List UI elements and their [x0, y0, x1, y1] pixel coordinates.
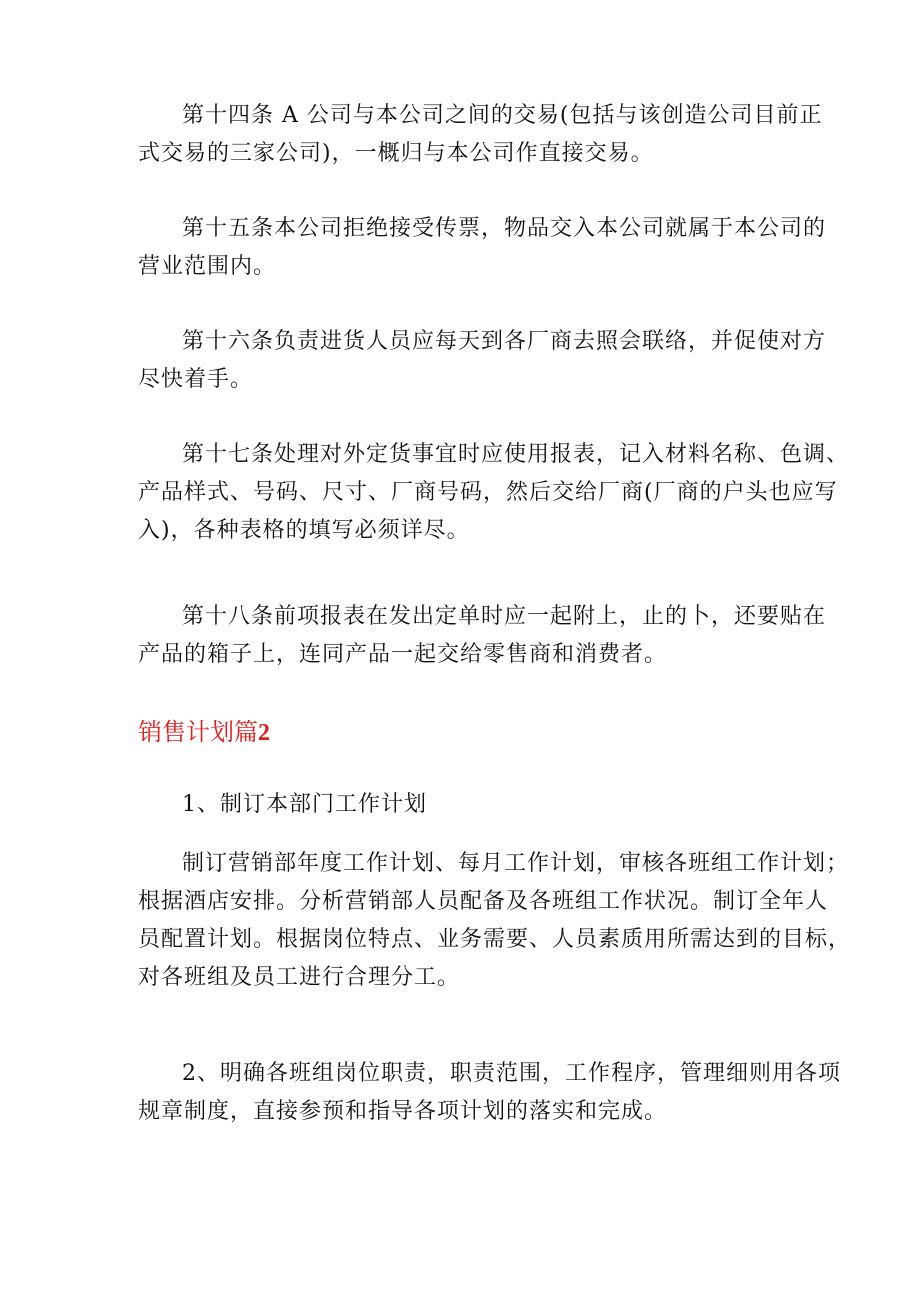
paragraph-article-17	[138, 436, 850, 550]
text-line: 营业范围内。	[138, 254, 277, 279]
text-line: 2、明确各班组岗位职责，职责范围，工作程序，管理细则用各项	[182, 1061, 841, 1086]
paragraph-article-15	[138, 210, 827, 286]
text-line: 产品样式、号码、尺寸、厂商号码，然后交给厂商(厂商的户头也应写	[138, 480, 838, 505]
text-line: 根据酒店安排。分析营销部人员配备及各班组工作状况。制订全年人	[138, 889, 829, 914]
text-line: 对各班组及员工进行合理分工。	[138, 965, 461, 990]
text-line: 尽快着手。	[138, 367, 254, 392]
text-line: 员配置计划。根据岗位特点、业务需要、人员素质用所需达到的目标，	[138, 927, 852, 952]
text-line: 第十八条前项报表在发出定单时应一起附上，止的卜，还要贴在	[182, 604, 827, 629]
text-line: 第十七条处理对外定货事宜时应使用报表，记入材料名称、色调、	[182, 442, 850, 467]
section-heading	[138, 712, 270, 753]
text-line: 第十六条负责进货人员应每天到各厂商去照会联络，并促使对方	[182, 329, 827, 354]
paragraph-item-1-title	[138, 786, 814, 824]
paragraph-article-14	[138, 97, 823, 173]
text-line: 制订营销部年度工作计划、每月工作计划，审核各班组工作计划；	[182, 851, 850, 876]
text-line: 第十四条 A 公司与本公司之间的交易(包括与该创造公司目前正	[182, 103, 823, 128]
section-heading-number: 2	[258, 720, 270, 746]
paragraph-item-1-body	[138, 845, 852, 997]
paragraph-article-18	[138, 598, 827, 674]
text-line: 入)，各种表格的填写必须详尽。	[138, 518, 470, 543]
text-line: 式交易的三家公司)，一概归与本公司作直接交易。	[138, 141, 654, 166]
text-line: 1、制订本部门工作计划	[182, 792, 427, 817]
text-line: 第十五条本公司拒绝接受传票，物品交入本公司就属于本公司的	[182, 216, 827, 241]
paragraph-article-16	[138, 323, 827, 399]
paragraph-item-2	[138, 1055, 841, 1131]
text-line: 产品的箱子上，连同产品一起交给零售商和消费者。	[138, 642, 668, 667]
text-line: 规章制度，直接参预和指导各项计划的落实和完成。	[138, 1099, 668, 1124]
section-heading-text: 销售计划篇	[138, 718, 258, 746]
